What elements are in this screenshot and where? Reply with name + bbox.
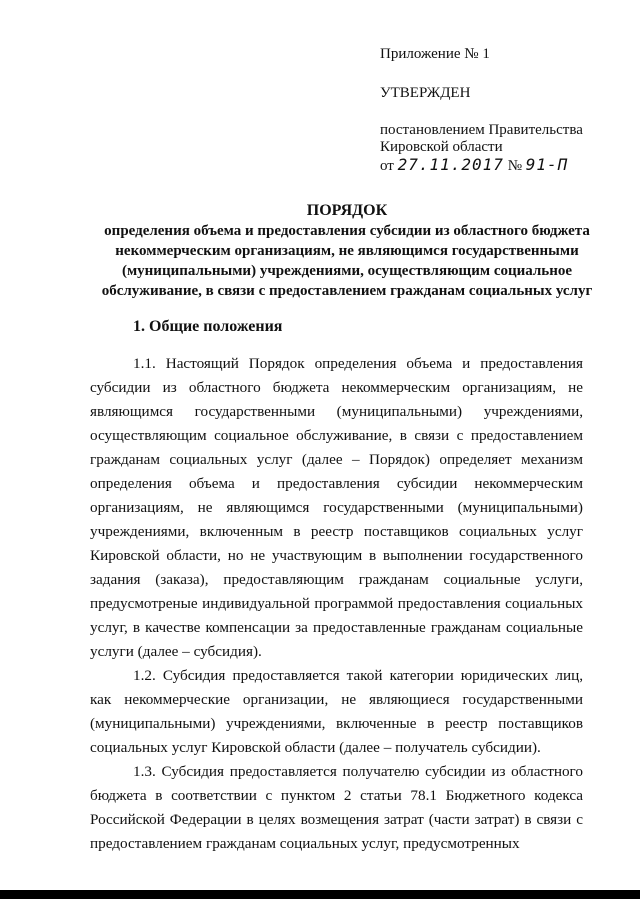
resolution-line: постановлением Правительства [380, 122, 583, 138]
paragraph: 1.2. Субсидия предоставляется такой категории юридических лиц, как некоммерческие организации, не являющиеся государственными (муниципальными) учреждениями, включенные в реестр поставщиков социальных услуг Кировской области (далее – получатель субсидии). [90, 667, 583, 756]
paragraph: 1.3. Субсидия предоставляется получателю субсидии из областного бюджета в соответствии с пунктом 2 статьи 78.1 Бюджетного кодекса Российской Федерации в целях возмещения затрат (части затрат) в связи с предоставлением гражданам социальных услуг, предусмотренных [90, 763, 583, 852]
number-prefix: № [507, 158, 522, 174]
scan-border-bar [0, 890, 640, 899]
date-line [380, 156, 630, 175]
document-title-block [90, 201, 604, 301]
section-body [90, 352, 583, 856]
handwritten-number: 91-П [525, 155, 569, 174]
approval-block [380, 46, 630, 175]
paragraph: 1.1. Настоящий Порядок определения объема и предоставления субсидии из областного бюджета некоммерческим организациям, не являющимся государственными (муниципальными) учреждениями, осуществляющим социальное обслуживание, в связи с предоставлением гражданам социальных услуг (далее – Порядок) определяет механизм определения объема и предоставления субсидии некоммерческим организациям, не являющимся государственными (муниципальными) учреждениями, включенным в реестр поставщиков социальных услуг Кировской области, но не участвующим в выполнении государственного задания (заказа), предоставляющим гражданам социальные услуги, предусмотреные индивидуальной программой предоставления социальных услуг, в качестве компенсации за предоставленные гражданам социальные услуги (далее – субсидия). [90, 355, 583, 660]
region-line: Кировской области [380, 139, 503, 155]
document-title: ПОРЯДОК [306, 202, 388, 219]
appendix-label: Приложение № 1 [380, 46, 490, 62]
handwritten-date: 27.11.2017 [397, 155, 504, 174]
document-subtitle: определения объема и предоставления субсидии из областного бюджета некоммерческим организациям, не являющимся государственными (муниципальными) учреждениями, осуществляющим социальное обслуживание, в связи с предоставлением гражданам социальных услуг [101, 223, 593, 299]
date-prefix: от [380, 158, 394, 174]
section-heading: 1. Общие положения [133, 318, 283, 335]
approved-label: УТВЕРЖДЕН [380, 85, 471, 101]
